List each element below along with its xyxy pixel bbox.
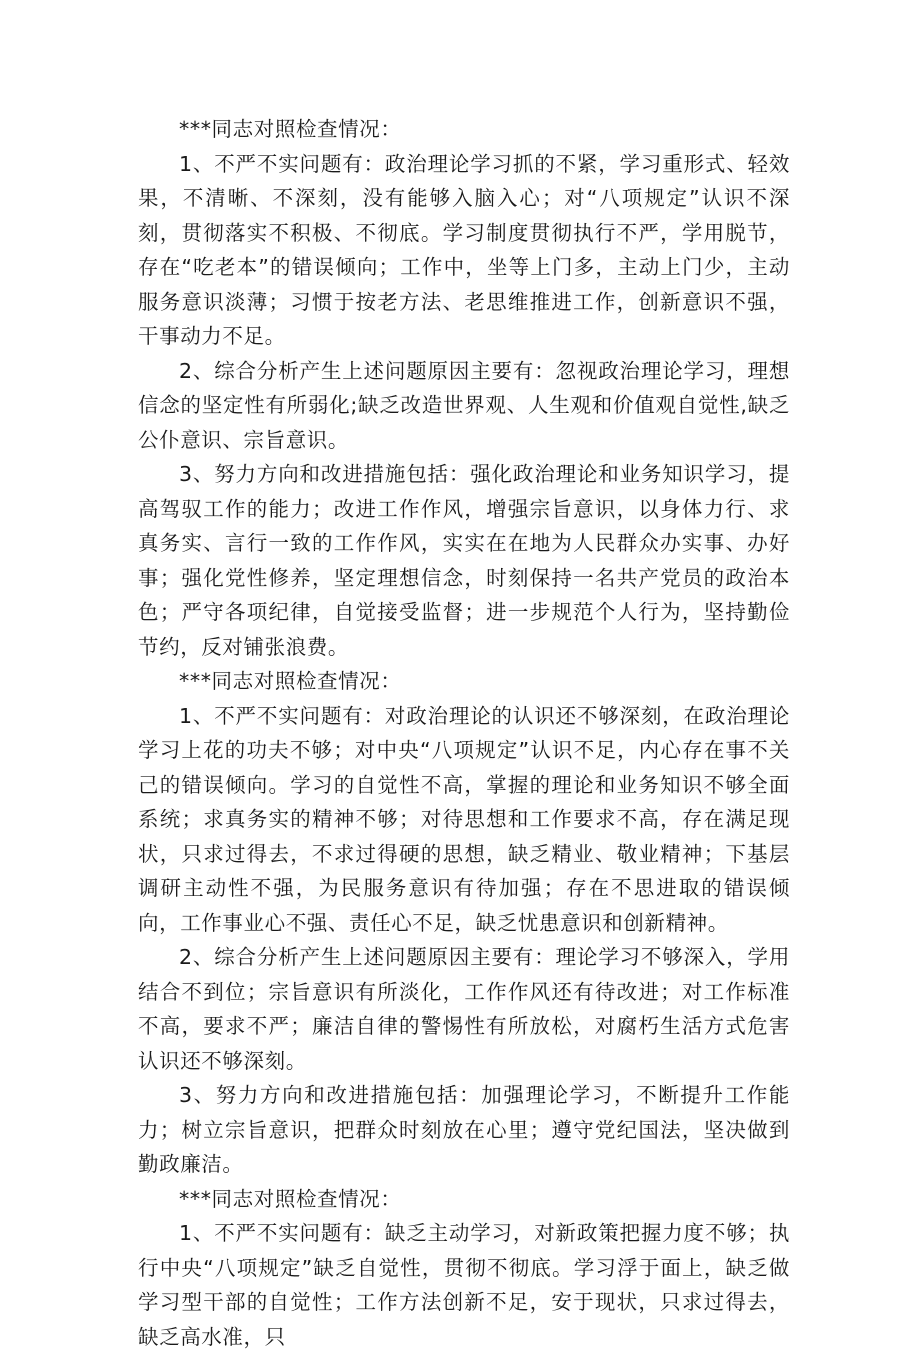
section-2-paragraph-2: 2、综合分析产生上述问题原因主要有：理论学习不够深入，学用结合不到位；宗旨意识有所淡化，工作作风还有待改进；对工作标准不高，要求不严；廉洁自律的警惕性有所放松，对腐朽生活方式危害认识还不够深刻。 bbox=[138, 945, 790, 1073]
section-2-heading: ***同志对照检查情况： bbox=[179, 669, 402, 693]
section-1-paragraph-1: 1、不严不实问题有：政治理论学习抓的不紧，学习重形式、轻效果，不清晰、不深刻，没有能够入脑入心；对“八项规定”认识不深刻，贯彻落实不积极、不彻底。学习制度贯彻执行不严，学用脱节，存在“吃老本”的错误倾向；工作中，坐等上门多，主动上门少，主动服务意识淡薄；习惯于按老方法、老思维推进工作，创新意识不强，干事动力不足。 bbox=[138, 151, 790, 348]
section-1-heading: ***同志对照检查情况： bbox=[179, 117, 402, 141]
section-2-paragraph-1: 1、不严不实问题有：对政治理论的认识还不够深刻，在政治理论学习上花的功夫不够；对中央“八项规定”认识不足，内心存在事不关己的错误倾向。学习的自觉性不高，掌握的理论和业务知识不够全面系统；求真务实的精神不够；对待思想和工作要求不高，存在满足现状，只求过得去，不求过得硬的思想，缺乏精业、敬业精神；下基层调研主动性不强，为民服务意识有待加强；存在不思进取的错误倾向，工作事业心不强、责任心不足，缺乏忧患意识和创新精神。 bbox=[138, 703, 790, 935]
section-2-paragraph-3: 3、努力方向和改进措施包括：加强理论学习，不断提升工作能力；树立宗旨意识，把群众时刻放在心里；遵守党纪国法，坚决做到勤政廉洁。 bbox=[138, 1083, 790, 1176]
document-page bbox=[138, 112, 790, 1354]
section-1-paragraph-3: 3、努力方向和改进措施包括：强化政治理论和业务知识学习，提高驾驭工作的能力；改进工作作风，增强宗旨意识，以身体力行、求真务实、言行一致的工作作风，实实在在地为人民群众办实事、办好事；强化党性修养，坚定理想信念，时刻保持一名共产党员的政治本色；严守各项纪律，自觉接受监督；进一步规范个人行为，坚持勤俭节约，反对铺张浪费。 bbox=[138, 462, 790, 659]
section-3-heading: ***同志对照检查情况： bbox=[179, 1186, 402, 1211]
section-1-paragraph-2: 2、综合分析产生上述问题原因主要有：忽视政治理论学习，理想信念的坚定性有所弱化;缺乏改造世界观、人生观和价值观自觉性,缺乏公仆意识、宗旨意识。 bbox=[138, 358, 790, 452]
section-3-paragraph-1: 1、不严不实问题有：缺乏主动学习，对新政策把握力度不够；执行中央“八项规定”缺乏自觉性，贯彻不彻底。学习浮于面上，缺乏做学习型干部的自觉性；工作方法创新不足，安于现状，只求过得去，缺乏高水准，只 bbox=[138, 1221, 790, 1349]
